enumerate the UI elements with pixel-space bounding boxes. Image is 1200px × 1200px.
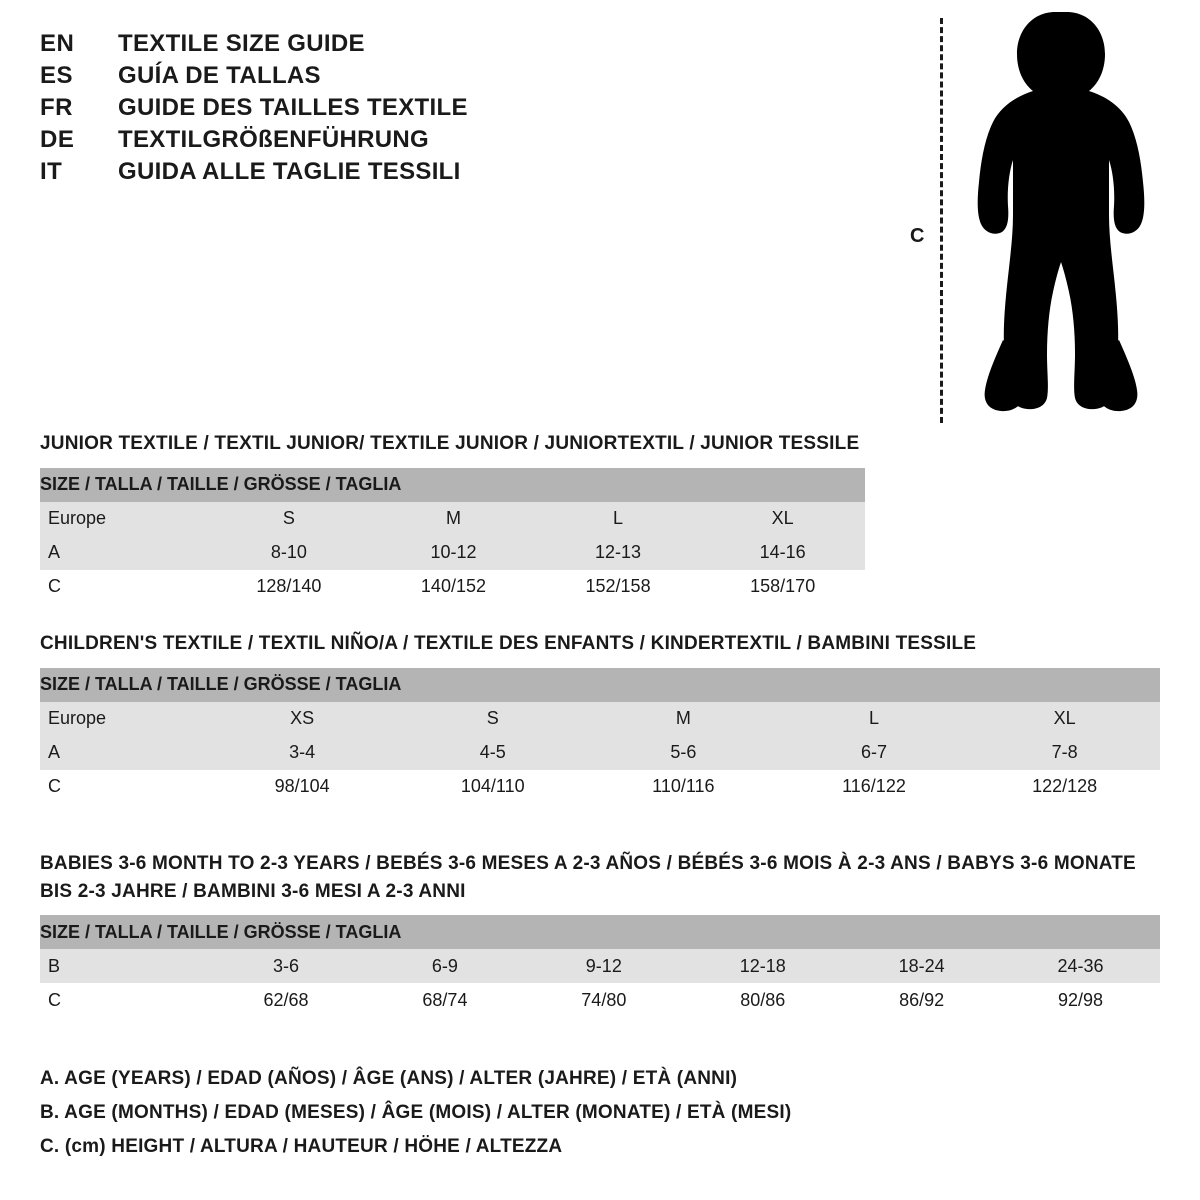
- table-row: [40, 502, 865, 536]
- cell-value: 5-6: [588, 736, 779, 770]
- cell-value: S: [207, 502, 372, 536]
- section-heading: JUNIOR TEXTILE / TEXTIL JUNIOR/ TEXTILE JUNIOR / JUNIORTEXTIL / JUNIOR TESSILE: [40, 433, 860, 454]
- title-text-en: TEXTILE SIZE GUIDE: [118, 30, 365, 57]
- band-label: SIZE / TALLA / TAILLE / GRÖSSE / TAGLIA: [40, 668, 1160, 702]
- cell-value: 104/110: [397, 770, 588, 804]
- cell-value: 86/92: [842, 983, 1001, 1017]
- cell-value: 8-10: [207, 536, 372, 570]
- cell-value: M: [588, 702, 779, 736]
- table-row: [40, 949, 1160, 983]
- cell-value: S: [397, 702, 588, 736]
- cell-value: 152/158: [536, 570, 701, 604]
- title-block: [40, 30, 740, 190]
- measurement-figure: [910, 10, 1160, 430]
- cell-value: 10-12: [371, 536, 536, 570]
- footnotes: [40, 1068, 1160, 1170]
- cell-value: XL: [700, 502, 865, 536]
- cell-value: 14-16: [700, 536, 865, 570]
- cell-value: L: [536, 502, 701, 536]
- row-label: A: [40, 736, 207, 770]
- cell-value: 18-24: [842, 949, 1001, 983]
- cell-value: 6-9: [365, 949, 524, 983]
- cell-value: 74/80: [524, 983, 683, 1017]
- section-babies-textile: [40, 850, 1160, 1017]
- cell-value: 158/170: [700, 570, 865, 604]
- title-lang-it: IT: [40, 158, 63, 185]
- section-heading: BABIES 3-6 MONTH TO 2-3 YEARS / BEBÉS 3-6 MESES A 2-3 AÑOS / BÉBÉS 3-6 MOIS À 2-3 ANS / BABYS 3-6 MONATE BIS 2-3 JAHRE / BAMBINI 3-6 MESI A 2-3 ANNI: [40, 853, 1136, 902]
- cell-value: 92/98: [1001, 983, 1160, 1017]
- title-text-it: GUIDA ALLE TAGLIE TESSILI: [118, 158, 461, 185]
- table-row: [40, 736, 1160, 770]
- cell-value: 68/74: [365, 983, 524, 1017]
- cell-value: 4-5: [397, 736, 588, 770]
- cell-value: 12-13: [536, 536, 701, 570]
- babies-size-table: [40, 915, 1160, 1017]
- title-row: [40, 126, 740, 154]
- table-band-header: [40, 915, 1160, 949]
- cell-value: 24-36: [1001, 949, 1160, 983]
- cell-value: XS: [207, 702, 398, 736]
- title-row: [40, 158, 740, 186]
- cell-value: 12-18: [683, 949, 842, 983]
- cell-value: XL: [969, 702, 1160, 736]
- cell-value: 80/86: [683, 983, 842, 1017]
- row-label: C: [40, 570, 207, 604]
- table-band-header: [40, 468, 865, 502]
- row-label: B: [40, 949, 207, 983]
- cell-value: 9-12: [524, 949, 683, 983]
- cell-value: 122/128: [969, 770, 1160, 804]
- band-label: SIZE / TALLA / TAILLE / GRÖSSE / TAGLIA: [40, 468, 865, 502]
- title-row: [40, 62, 740, 90]
- title-lang-en: EN: [40, 30, 75, 57]
- footnote-b: B. AGE (MONTHS) / EDAD (MESES) / ÂGE (MOIS) / ALTER (MONATE) / ETÀ (MESI): [40, 1102, 792, 1123]
- row-label: C: [40, 770, 207, 804]
- cell-value: M: [371, 502, 536, 536]
- cell-value: 140/152: [371, 570, 536, 604]
- row-label: A: [40, 536, 207, 570]
- children-size-table: [40, 668, 1160, 804]
- measure-letter-c: C: [910, 225, 925, 247]
- cell-value: 116/122: [779, 770, 970, 804]
- table-band-header: [40, 668, 1160, 702]
- footnote-a: A. AGE (YEARS) / EDAD (AÑOS) / ÂGE (ANS) / ALTER (JAHRE) / ETÀ (ANNI): [40, 1068, 738, 1089]
- height-dashed-line: [940, 18, 943, 423]
- cell-value: 98/104: [207, 770, 398, 804]
- cell-value: 128/140: [207, 570, 372, 604]
- footnote-c: C. (cm) HEIGHT / ALTURA / HAUTEUR / HÖHE / ALTEZZA: [40, 1136, 563, 1157]
- title-row: [40, 30, 740, 58]
- table-row: [40, 770, 1160, 804]
- title-text-es: GUÍA DE TALLAS: [118, 62, 321, 89]
- cell-value: 7-8: [969, 736, 1160, 770]
- table-row: [40, 702, 1160, 736]
- row-label: Europe: [40, 502, 207, 536]
- title-row: [40, 94, 740, 122]
- row-label: Europe: [40, 702, 207, 736]
- title-text-de: TEXTILGRÖßENFÜHRUNG: [118, 126, 430, 153]
- cell-value: 110/116: [588, 770, 779, 804]
- table-row: [40, 570, 865, 604]
- title-lang-fr: FR: [40, 94, 73, 121]
- cell-value: 62/68: [207, 983, 366, 1017]
- cell-value: L: [779, 702, 970, 736]
- junior-size-table: [40, 468, 865, 604]
- cell-value: 3-4: [207, 736, 398, 770]
- cell-value: 3-6: [207, 949, 366, 983]
- band-label: SIZE / TALLA / TAILLE / GRÖSSE / TAGLIA: [40, 915, 1160, 949]
- title-lang-es: ES: [40, 62, 74, 89]
- child-silhouette-icon: [955, 10, 1160, 425]
- section-childrens-textile: [40, 630, 1160, 804]
- section-junior-textile: [40, 430, 1160, 604]
- cell-value: 6-7: [779, 736, 970, 770]
- section-heading: CHILDREN'S TEXTILE / TEXTIL NIÑO/A / TEXTILE DES ENFANTS / KINDERTEXTIL / BAMBINI TESSILE: [40, 633, 977, 654]
- title-lang-de: DE: [40, 126, 75, 153]
- table-row: [40, 983, 1160, 1017]
- table-row: [40, 536, 865, 570]
- row-label: C: [40, 983, 207, 1017]
- title-text-fr: GUIDE DES TAILLES TEXTILE: [118, 94, 468, 121]
